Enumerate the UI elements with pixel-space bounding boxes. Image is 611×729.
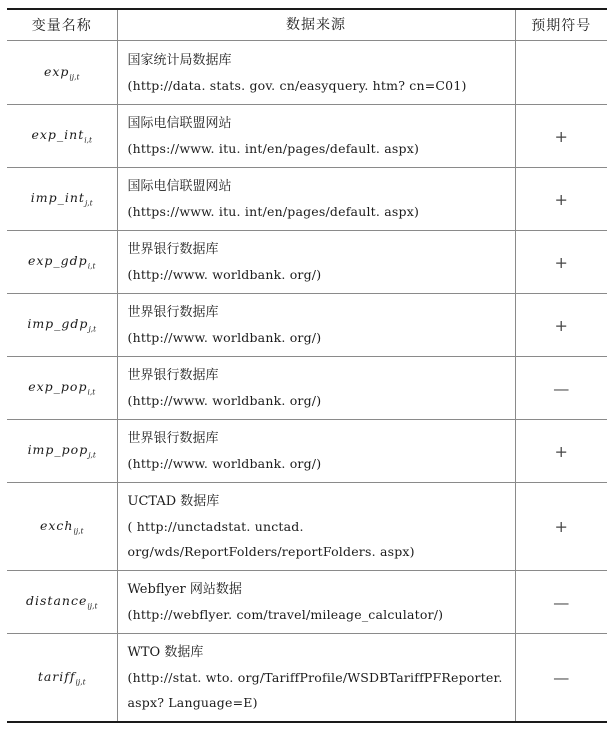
sign-cell: + (515, 168, 607, 231)
source-cell (117, 231, 515, 294)
table-row (7, 357, 607, 420)
variable-subscript: j,t (88, 324, 97, 334)
source-name: 世界银行数据库 (127, 242, 219, 257)
sign-cell: + (515, 420, 607, 483)
source-url: (http://stat. wto. org/TariffProfile/WSDBTariffPFReporter. aspx? Language=E) (127, 670, 503, 710)
source-url: (http://www. worldbank. org/) (127, 267, 322, 282)
table-row (7, 168, 607, 231)
variable-name: exp_gdp (27, 253, 88, 269)
sign-cell: + (515, 483, 607, 571)
table-row (7, 105, 607, 168)
variable-cell (7, 231, 117, 294)
table-row (7, 41, 607, 105)
sign-cell (515, 41, 607, 105)
source-url: (https://www. itu. int/en/pages/default. aspx) (127, 204, 420, 219)
variable-source-table (7, 8, 607, 723)
variable-subscript: i,t (87, 261, 96, 271)
source-cell (117, 571, 515, 634)
source-name: 国际电信联盟网站 (127, 116, 232, 131)
source-url: ( http://unctadstat. unctad. org/wds/ReportFolders/reportFolders. aspx) (127, 519, 415, 559)
source-name: 世界银行数据库 (127, 305, 219, 320)
source-name: Webflyer 网站数据 (127, 582, 242, 597)
table-row (7, 571, 607, 634)
source-name: 国家统计局数据库 (127, 52, 232, 68)
variable-subscript: j,t (88, 450, 96, 460)
variable-name: exp_int (31, 127, 85, 143)
source-cell (117, 294, 515, 357)
sign-cell: + (515, 294, 607, 357)
variable-cell (7, 41, 117, 105)
table-row (7, 294, 607, 357)
variable-cell (7, 571, 117, 634)
table-row (7, 483, 607, 571)
table-row (7, 231, 607, 294)
variable-cell (7, 420, 117, 483)
variable-subscript: ij,t (69, 72, 80, 82)
header-row (7, 9, 607, 41)
source-name: WTO 数据库 (127, 645, 204, 660)
variable-cell (7, 168, 117, 231)
source-cell (117, 483, 515, 571)
variable-cell (7, 294, 117, 357)
source-url: (http://webflyer. com/travel/mileage_calculator/) (127, 607, 444, 622)
variable-name: distance (26, 593, 88, 609)
table-row (7, 420, 607, 483)
source-cell (117, 634, 515, 723)
variable-name: imp_gdp (27, 316, 89, 332)
variable-name: exch (39, 517, 74, 533)
sign-cell: — (515, 571, 607, 634)
header-sign: 预期符号 (515, 9, 607, 41)
source-cell (117, 105, 515, 168)
table-row (7, 634, 607, 723)
source-name: UCTAD 数据库 (127, 494, 220, 509)
variable-subscript: i,t (84, 135, 93, 145)
header-variable: 变量名称 (7, 9, 117, 41)
sign-cell: — (515, 634, 607, 723)
variable-name: imp_pop (27, 442, 89, 458)
variable-name: exp_pop (28, 379, 88, 395)
variable-cell (7, 105, 117, 168)
sign-cell: — (515, 357, 607, 420)
source-cell (117, 420, 515, 483)
source-url: (http://www. worldbank. org/) (127, 330, 322, 345)
sign-cell: + (515, 105, 607, 168)
variable-cell (7, 634, 117, 723)
variable-cell (7, 357, 117, 420)
variable-name: imp_int (30, 190, 85, 206)
variable-name: exp (43, 63, 70, 79)
variable-subscript: i,t (87, 387, 96, 397)
variable-subscript: ij,t (87, 601, 98, 611)
source-url: (http://www. worldbank. org/) (127, 393, 322, 408)
source-name: 世界银行数据库 (127, 368, 219, 383)
variable-cell (7, 483, 117, 571)
source-cell (117, 357, 515, 420)
source-cell (117, 168, 515, 231)
variable-name: tariff (37, 668, 76, 684)
source-name: 国际电信联盟网站 (127, 179, 232, 194)
source-url: (https://www. itu. int/en/pages/default. aspx) (127, 141, 420, 156)
source-url: (http://www. worldbank. org/) (127, 456, 322, 471)
variable-subscript: j,t (84, 198, 93, 208)
sign-cell: + (515, 231, 607, 294)
variable-subscript: ij,t (75, 677, 86, 687)
source-cell (117, 41, 515, 105)
source-url: (http://data. stats. gov. cn/easyquery. htm? cn=C01) (127, 77, 467, 93)
header-source: 数据来源 (117, 9, 515, 41)
variable-subscript: ij,t (73, 526, 84, 536)
source-name: 世界银行数据库 (127, 431, 219, 446)
